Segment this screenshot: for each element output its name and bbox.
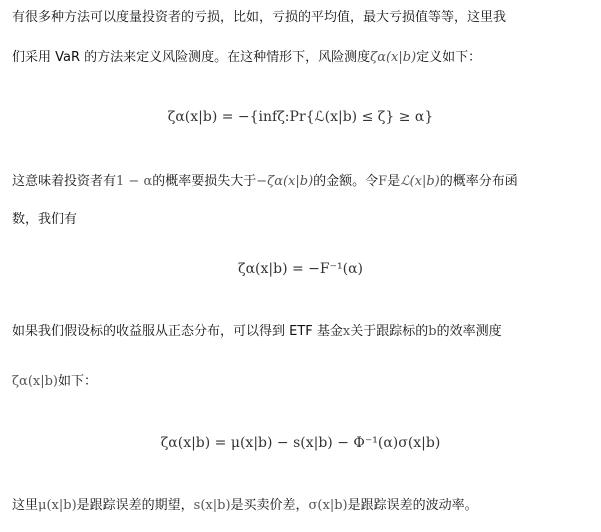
paragraph-2-line-1 bbox=[12, 172, 518, 192]
inline-math-x: x bbox=[342, 324, 351, 339]
paragraph-4 bbox=[12, 496, 478, 516]
paragraph-1-line-1: 有很多种方法可以度量投资者的亏损，比如，亏损的平均值，最大亏损值等等，这里我 bbox=[12, 10, 507, 25]
text-segment: 是买卖价差， bbox=[230, 498, 309, 513]
equation-var-definition: ζα(x|b) = −{infζ:Pr{ℒ(x|b) ≤ ζ} ≥ α} bbox=[167, 109, 434, 125]
paragraph-1-text: 们采用 VaR 的方法来定义风险测度。在这种情形下，风险测度 bbox=[12, 50, 371, 65]
paragraph-3-line-1 bbox=[12, 322, 502, 342]
text-segment: 的概率要损失大于 bbox=[152, 174, 257, 189]
text-segment: 的效率测度 bbox=[436, 324, 502, 339]
inline-math-s: s(x|b) bbox=[193, 498, 231, 513]
text-segment: 如果我们假设标的收益服从正态分布，可以得到 ETF 基金 bbox=[12, 324, 343, 339]
text-segment: 这里 bbox=[12, 498, 39, 513]
text-segment: 是跟踪误差的期望， bbox=[76, 498, 194, 513]
equation-inverse-cdf: ζα(x|b) = −F⁻¹(α) bbox=[238, 261, 363, 277]
paragraph-1-text-end: 定义如下： bbox=[416, 50, 482, 65]
text-segment: 的金额。令 bbox=[313, 174, 379, 189]
inline-math-zeta: ζα(x|b) bbox=[12, 374, 59, 389]
inline-math-loss: ℒ(x|b) bbox=[400, 174, 440, 189]
paragraph-1-line-2 bbox=[12, 48, 481, 68]
paragraph-3-line-2 bbox=[12, 372, 97, 392]
text-segment: 关于跟踪标的 bbox=[350, 324, 429, 339]
inline-math-mu: μ(x|b) bbox=[38, 498, 77, 513]
inline-math-neg-zeta: −ζα(x|b) bbox=[256, 174, 314, 189]
inline-math-zeta: ζα(x|b) bbox=[370, 50, 417, 65]
text-segment: 的概率分布函 bbox=[439, 174, 518, 189]
text-segment: 是 bbox=[387, 174, 401, 189]
text-segment: 这意味着投资者有 bbox=[12, 174, 117, 189]
inline-math-one-minus-alpha: 1 − α bbox=[116, 174, 153, 189]
equation-normal-case: ζα(x|b) = μ(x|b) − s(x|b) − Φ⁻¹(α)σ(x|b) bbox=[160, 435, 441, 451]
inline-math-F: F bbox=[378, 174, 388, 189]
text-segment: 如下： bbox=[58, 374, 98, 389]
inline-math-sigma: σ(x|b) bbox=[308, 498, 348, 513]
text-segment: 是跟踪误差的波动率。 bbox=[347, 498, 478, 513]
inline-math-b: b bbox=[428, 324, 437, 339]
paragraph-2-line-2: 数，我们有 bbox=[12, 212, 78, 227]
